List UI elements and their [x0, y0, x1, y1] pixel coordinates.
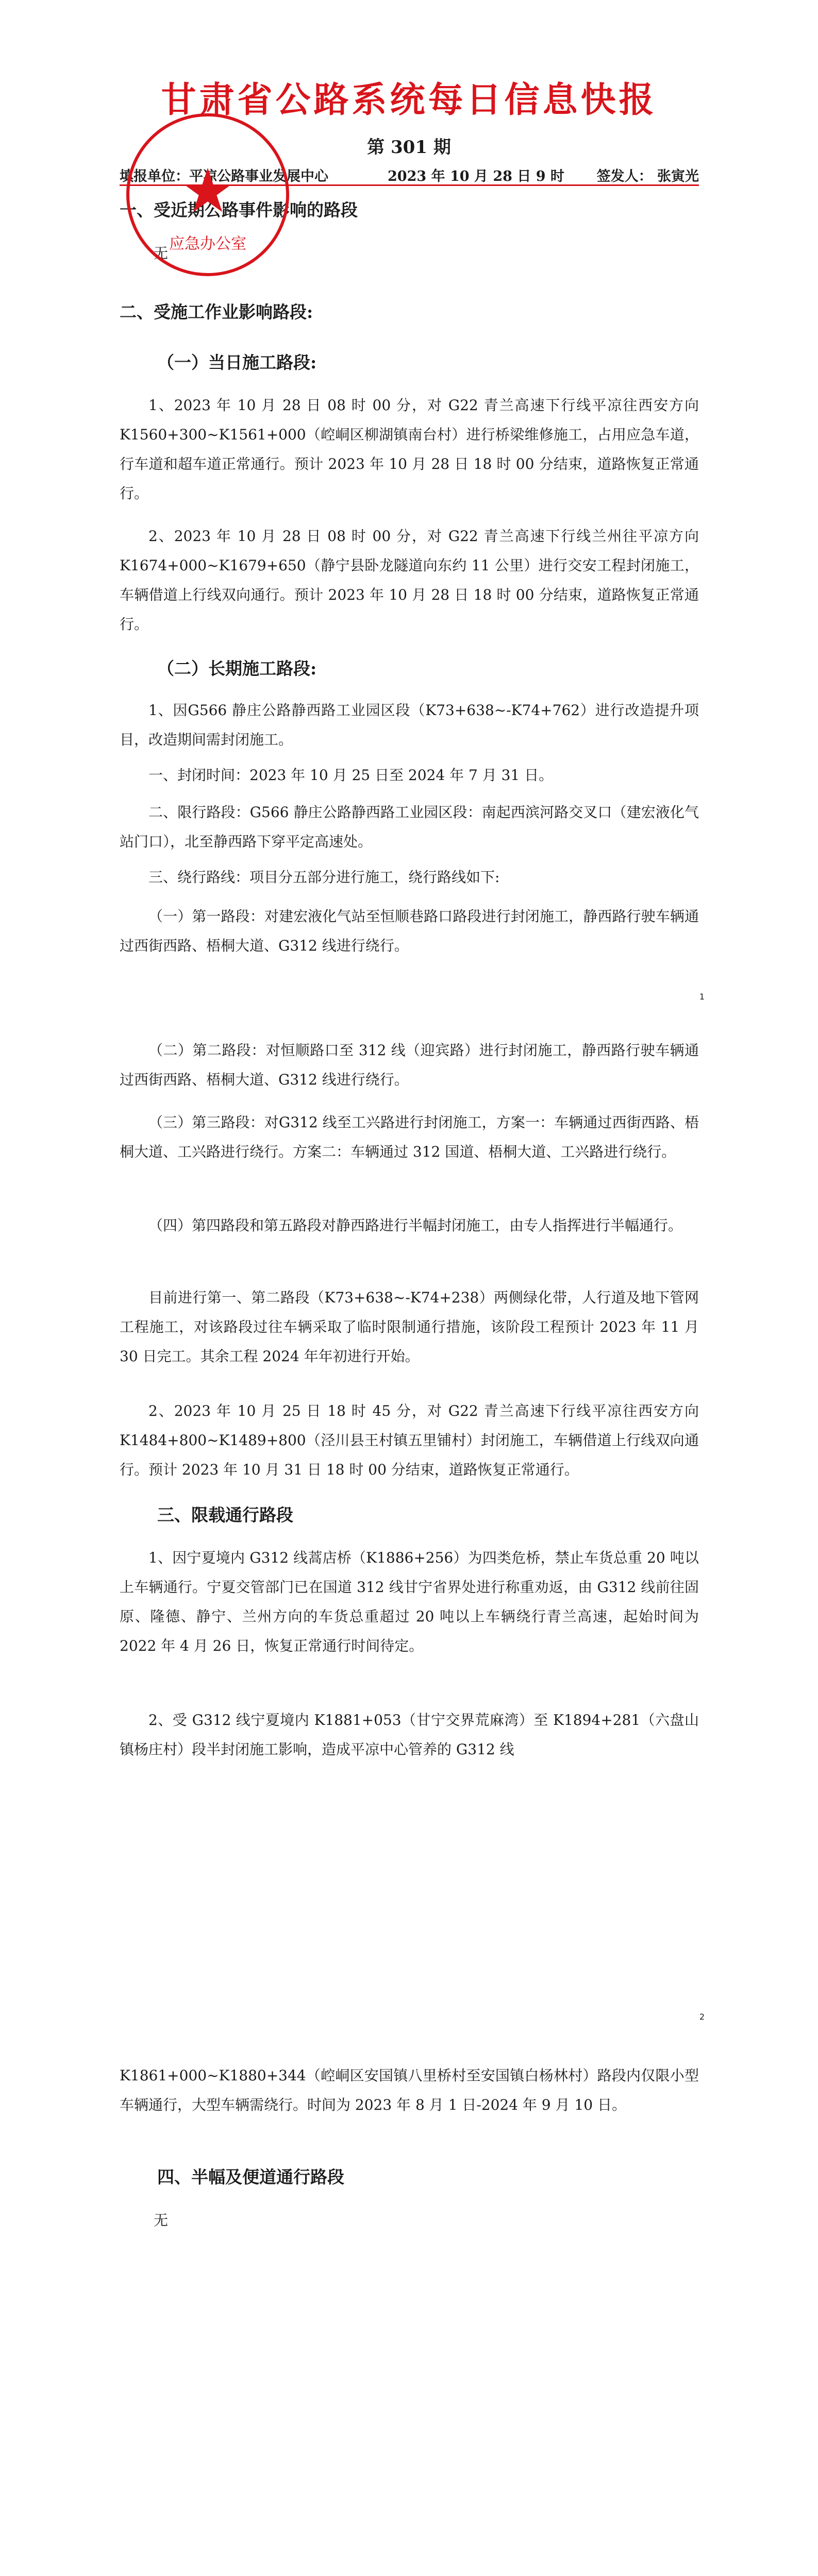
longterm-p3: 二、限行路段：G566 静庄公路静西路工业园区段：南起西滨河路交叉口（建宏液化气站门口），北至静西路下穿平定高速处。: [120, 804, 699, 850]
page-2: [0, 1025, 818, 2050]
page-number-1: 1: [699, 992, 705, 1002]
today-item-2: 2、2023 年 10 月 28 日 08 时 00 分，对 G22 青兰高速下行线兰州往平凉方向 K1674+000~K1679+650（静宁县卧龙隧道向东约 11 公里）进行交安工程封闭施工，车辆借道上行线双向通行。预计 2023 年 10 月 28 日 18 时 00 分结束，道路恢复正常通行。: [120, 528, 699, 633]
longterm-p4: 三、绕行路线：项目分五部分进行施工，绕行路线如下:: [148, 869, 500, 886]
section-4-content: 无: [154, 2212, 169, 2229]
filing-unit: 填报单位：平凉公路事业发展中心: [120, 168, 328, 184]
section-3-title: 三、限载通行路段: [157, 1505, 293, 1525]
longterm-p2: 一、封闭时间：2023 年 10 月 25 日至 2024 年 7 月 31 日。: [148, 767, 554, 784]
longterm-p10: 2、2023 年 10 月 25 日 18 时 45 分，对 G22 青兰高速下行线平凉往西安方向 K1484+800~K1489+800（泾川县王村镇五里铺村）封闭施工，车辆借道上行线双向通行。预计 2023 年 10 月 31 日 18 时 00 分结束，道路恢复正常通行。: [120, 1402, 699, 1478]
signer: 签发人： 张寅光: [596, 168, 699, 184]
page-number-2: 2: [699, 2012, 705, 2022]
section-1-content: 无: [154, 245, 169, 262]
star-icon: ★: [180, 155, 235, 226]
longterm-p8: （四）第四路段和第五路段对静西路进行半幅封闭施工，由专人指挥进行半幅通行。: [148, 1217, 683, 1234]
section-2-today-title: （一）当日施工路段:: [157, 352, 317, 372]
section-3-p1: 1、因宁夏境内 G312 线蒿店桥（K1886+256）为四类危桥，禁止车货总重 20 吨以上车辆通行。宁夏交管部门已在国道 312 线甘宁省界处进行称重劝返，由 G312 线前往固原、隆德、静宁、兰州方向的车货总重超过 20 吨以上车辆绕行青兰高速，起始时间为 2022 年 4 月 26 日，恢复正常通行时间待定。: [120, 1549, 699, 1654]
page-1: [0, 0, 818, 1025]
longterm-p6: （二）第二路段：对恒顺路口至 312 线（迎宾路）进行封闭施工，静西路行驶车辆通过西街西路、梧桐大道、G312 线进行绕行。: [120, 1042, 699, 1088]
report-date: 2023 年 10 月 28 日 9 时: [388, 168, 564, 184]
official-seal: [126, 113, 289, 276]
longterm-p9: 目前进行第一、第二路段（K73+638~-K74+238）两侧绿化带，人行道及地下管网工程施工，对该路段过往车辆采取了临时限制通行措施，该阶段工程预计 2023 年 11 月 30 日完工。其余工程 2024 年年初进行开始。: [120, 1289, 699, 1365]
section-3-p2a: 2、受 G312 线宁夏境内 K1881+053（甘宁交界荒麻湾）至 K1894+281（六盘山镇杨庄村）段半封闭施工影响，造成平凉中心管养的 G312 线: [120, 1711, 699, 1758]
issue-number: 第 301 期: [367, 137, 451, 158]
section-2-title: 二、受施工作业影响路段:: [120, 302, 313, 322]
section-3-p2b: K1861+000~K1880+344（崆峒区安国镇八里桥村至安国镇白杨林村）路段内仅限小型车辆通行，大型车辆需绕行。时间为 2023 年 8 月 1 日-2024 年 9 月 10 日。: [120, 2067, 699, 2113]
seal-office-text: 应急办公室: [169, 235, 246, 253]
section-1-title: 一、受近期公路事件影响的路段: [120, 200, 358, 220]
longterm-p5: （一）第一路段：对建宏液化气站至恒顺巷路口路段进行封闭施工，静西路行驶车辆通过西街西路、梧桐大道、G312 线进行绕行。: [120, 908, 699, 954]
longterm-p7: （三）第三路段：对G312 线至工兴路进行封闭施工，方案一：车辆通过西街西路、梧桐大道、工兴路进行绕行。方案二：车辆通过 312 国道、梧桐大道、工兴路进行绕行。: [120, 1114, 699, 1160]
report-title: 甘肃省公路系统每日信息快报: [161, 79, 657, 121]
longterm-p1: 1、因G566 静庄公路静西路工业园区段（K73+638~-K74+762）进行改造提升项目，改造期间需封闭施工。: [120, 702, 699, 748]
section-2-longterm-title: （二）长期施工路段:: [157, 658, 317, 679]
page-3: [0, 2050, 818, 2576]
section-4-title: 四、半幅及便道通行路段: [157, 2167, 344, 2187]
today-item-1: 1、2023 年 10 月 28 日 08 时 00 分，对 G22 青兰高速下行线平凉往西安方向 K1560+300~K1561+000（崆峒区柳湖镇南台村）进行桥梁维修施工，占用应急车道，行车道和超车道正常通行。预计 2023 年 10 月 28 日 18 时 00 分结束，道路恢复正常通行。: [120, 397, 699, 502]
